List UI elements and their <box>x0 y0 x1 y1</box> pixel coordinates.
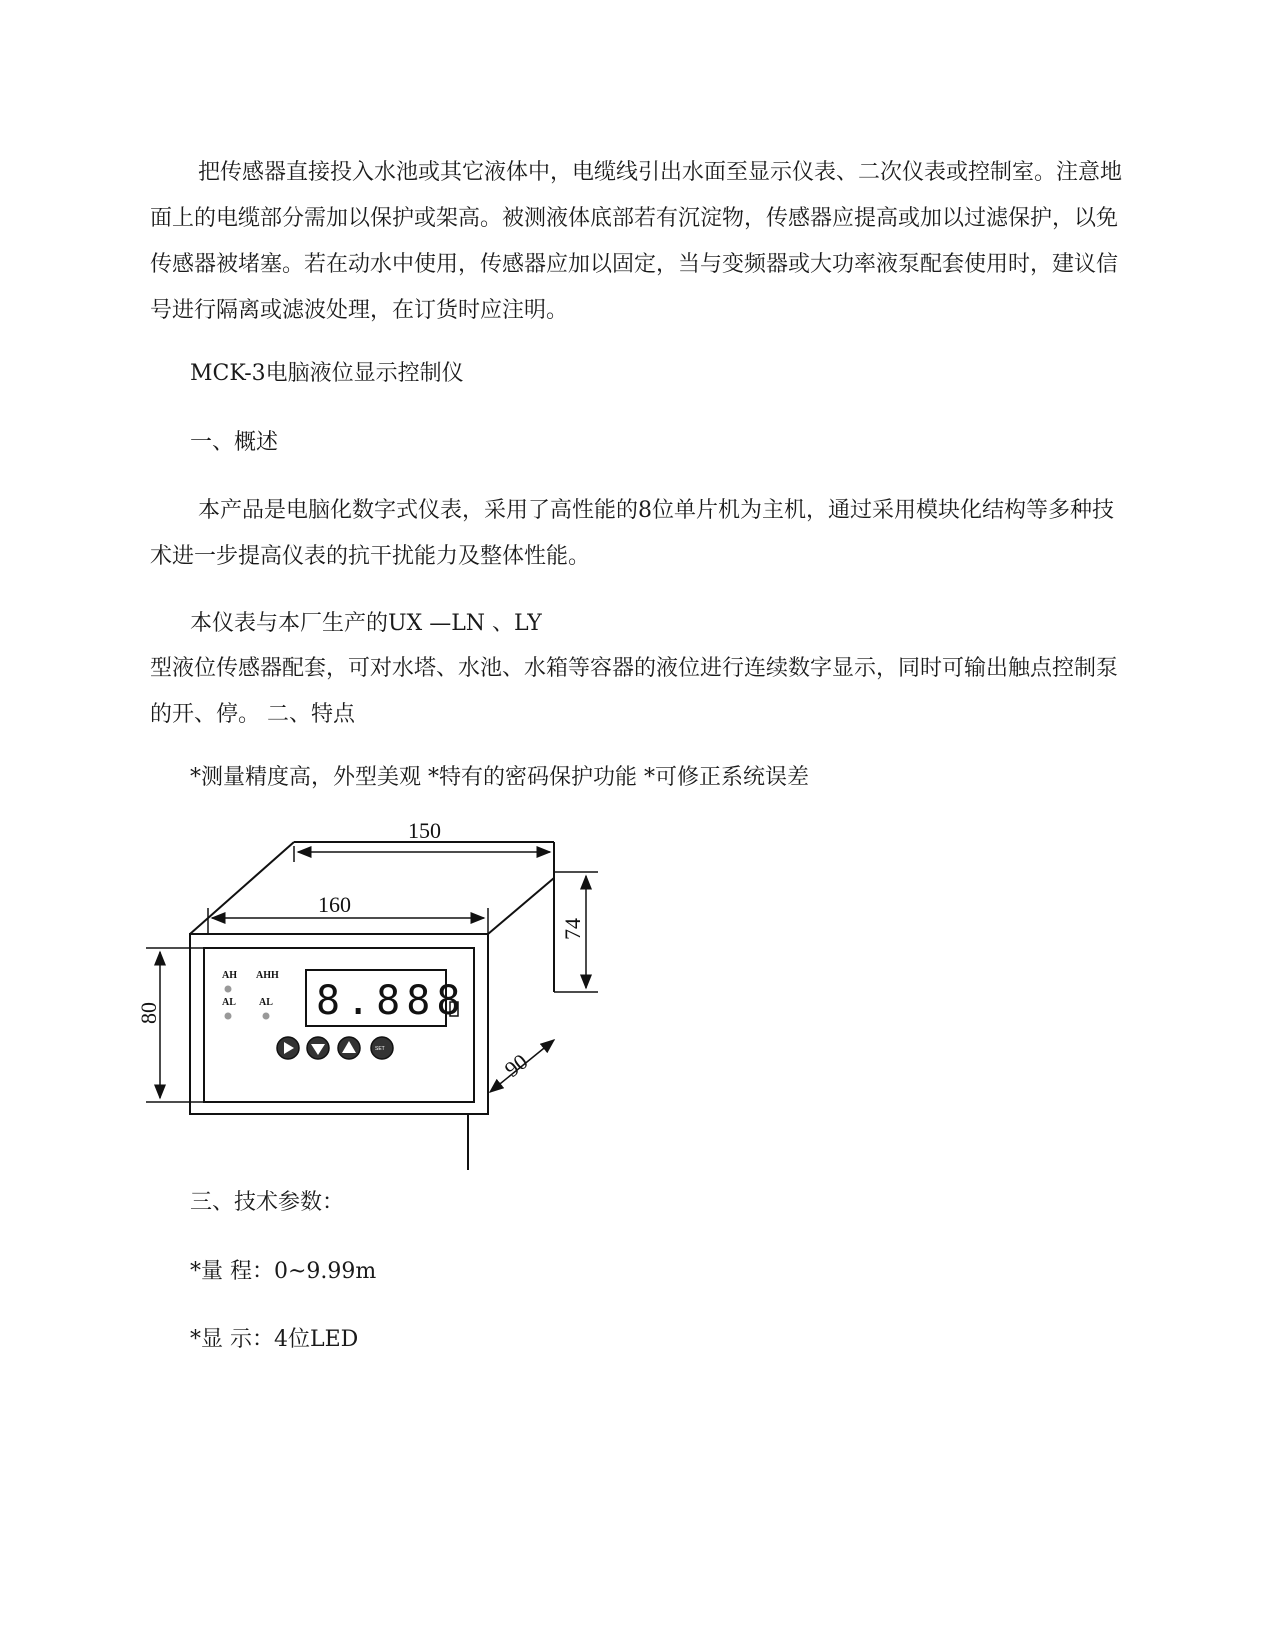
al2-indicator-led <box>263 1013 270 1020</box>
play-button[interactable] <box>277 1037 299 1059</box>
set-button[interactable] <box>371 1037 393 1059</box>
section-specs-heading: 三、技术参数： <box>190 1190 345 1215</box>
al-indicator-led <box>225 1013 232 1020</box>
section-overview-heading: 一、概述 <box>190 430 279 455</box>
label-al2: AL <box>259 997 273 1008</box>
product-title: MCK-3电脑液位显示控制仪 <box>190 361 464 386</box>
dim-80-label: 80 <box>136 1002 161 1024</box>
pairing-paragraph: 型液位传感器配套，可对水塔、水池、水箱等容器的液位进行连续数字显示，同时可输出触点控制泵的开、停。 二、特点 <box>150 656 1119 727</box>
install-paragraph: 把传感器直接投入水池或其它液体中，电缆线引出水面至显示仪表、二次仪表或控制室。注意地面上的电缆部分需加以保护或架高。被测液体底部若有沉淀物，传感器应提高或加以过滤保护，以免传感器被堵塞。若在动水中使用，传感器应加以固定，当与变频器或大功率液泵配套使用时，建议信号进行隔离或滤波处理，在订货时应注明。 <box>150 160 1123 323</box>
set-button-label: SET <box>375 1046 385 1052</box>
instrument-drawing-svg <box>136 818 636 1172</box>
ah-indicator-led <box>225 986 232 993</box>
up-button[interactable] <box>338 1037 360 1059</box>
label-ah: AH <box>222 970 237 981</box>
pairing-line-1: 本仪表与本厂生产的UX —LN 、LY <box>190 611 542 636</box>
dim-74-label: 74 <box>560 918 585 940</box>
dim-160-label: 160 <box>318 892 351 917</box>
features-line: *测量精度高，外型美观 *特有的密码保护功能 *可修正系统误差 <box>190 765 809 790</box>
down-button[interactable] <box>307 1037 329 1059</box>
dim-150-label: 150 <box>408 818 441 843</box>
spec-display: *显 示：4位LED <box>190 1327 359 1352</box>
label-ahh: AHH <box>256 970 279 981</box>
dim-90-label: 90 <box>499 1048 533 1082</box>
overview-paragraph: 本产品是电脑化数字式仪表，采用了高性能的8位单片机为主机，通过采用模块化结构等多种技术进一步提高仪表的抗干扰能力及整体性能。 <box>150 498 1115 569</box>
spec-range: *量 程：0~9.99m <box>190 1259 377 1284</box>
label-al: AL <box>222 997 236 1008</box>
instrument-dimension-drawing <box>136 818 636 1172</box>
digit-display: 8.888 <box>316 978 467 1024</box>
